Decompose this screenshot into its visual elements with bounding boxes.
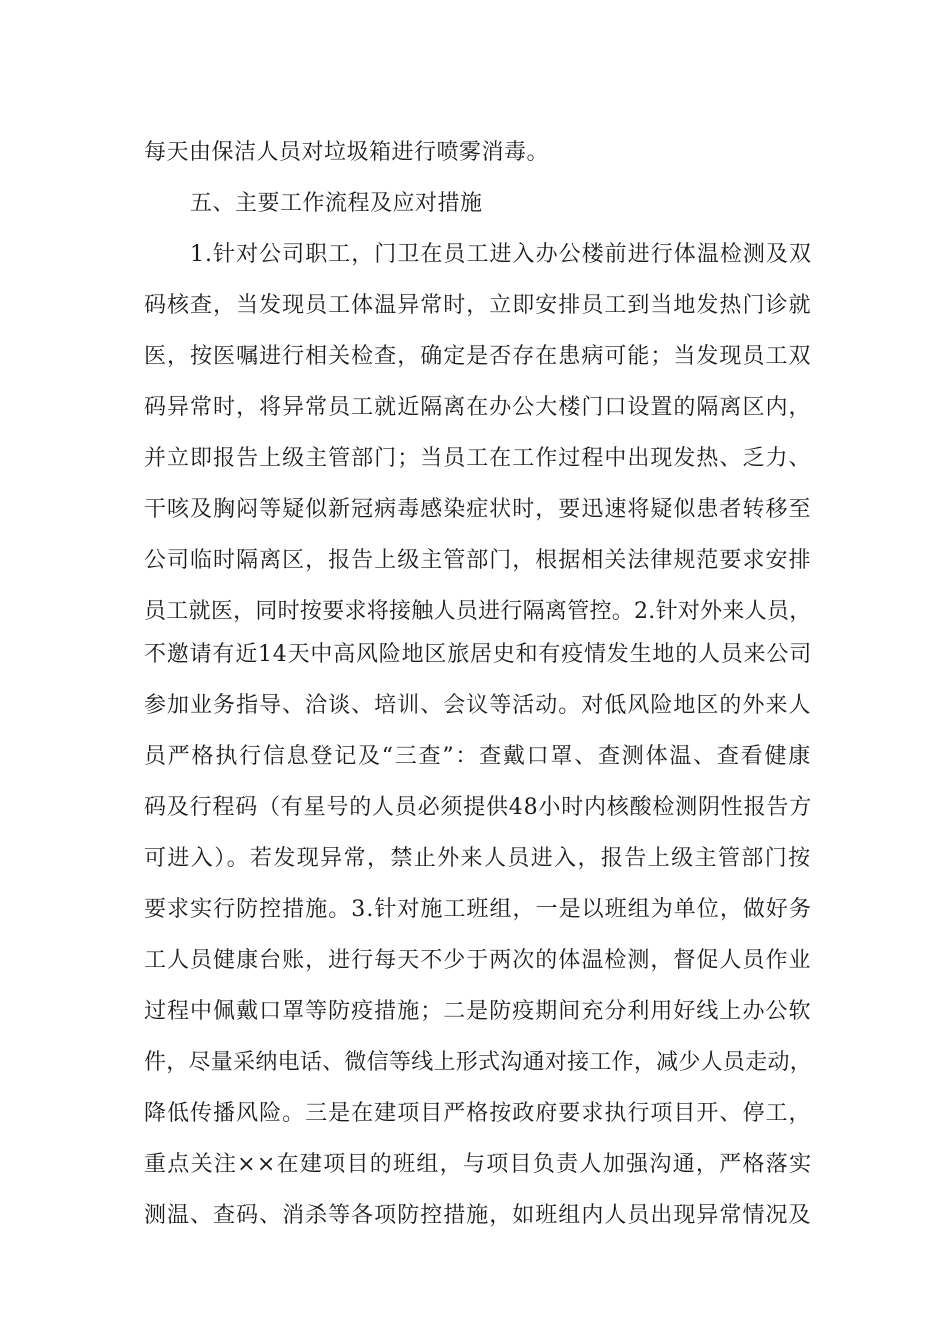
paragraph-line: 公司临时隔离区，报告上级主管部门，根据相关法律规范要求安排	[144, 548, 812, 573]
paragraph-line: 码异常时，将异常员工就近隔离在办公大楼门口设置的隔离区内，	[144, 395, 812, 420]
paragraph-line: 并立即报告上级主管部门；当员工在工作过程中出现发热、乏力、	[144, 446, 812, 471]
paragraph-line: 医，按医嘱进行相关检查，确定是否存在患病可能；当发现员工双	[144, 344, 812, 369]
section-heading: 五、主要工作流程及应对措施	[190, 191, 483, 216]
paragraph-line: 可进入）。若发现异常，禁止外来人员进入，报告上级主管部门按	[144, 846, 812, 871]
paragraph-line: 降低传播风险。三是在建项目严格按政府要求执行项目开、停工，	[144, 1101, 812, 1126]
paragraph-line: 员严格执行信息登记及“三查”：查戴口罩、查测体温、查看健康	[144, 744, 812, 769]
paragraph-line: 测温、查码、消杀等各项防控措施，如班组内人员出现异常情况及	[144, 1203, 812, 1228]
paragraph-line: 每天由保洁人员对垃圾箱进行喷雾消毒。	[144, 140, 550, 165]
paragraph-line: 码核查，当发现员工体温异常时，立即安排员工到当地发热门诊就	[144, 293, 812, 318]
paragraph-line: 重点关注××在建项目的班组，与项目负责人加强沟通，严格落实	[144, 1152, 813, 1177]
paragraph-line: 过程中佩戴口罩等防疫措施；二是防疫期间充分利用好线上办公软	[144, 999, 812, 1024]
paragraph-line: 件，尽量采纳电话、微信等线上形式沟通对接工作，减少人员走动，	[144, 1050, 813, 1075]
paragraph-line: 员工就医，同时按要求将接触人员进行隔离管控。2.针对外来人员，	[144, 599, 812, 624]
paragraph-line: 不邀请有近14天中高风险地区旅居史和有疫情发生地的人员来公司	[144, 642, 812, 667]
paragraph-line: 干咳及胸闷等疑似新冠病毒感染症状时，要迅速将疑似患者转移至	[144, 497, 812, 522]
paragraph-line: 工人员健康台账，进行每天不少于两次的体温检测，督促人员作业	[144, 948, 812, 973]
paragraph-line: 码及行程码（有星号的人员必须提供48小时内核酸检测阴性报告方	[144, 795, 812, 820]
paragraph-line: 1.针对公司职工，门卫在员工进入办公楼前进行体温检测及双	[190, 242, 812, 267]
paragraph-line: 要求实行防控措施。3.针对施工班组，一是以班组为单位，做好务	[144, 897, 812, 922]
paragraph-line: 参加业务指导、洽谈、培训、会议等活动。对低风险地区的外来人	[144, 693, 812, 718]
